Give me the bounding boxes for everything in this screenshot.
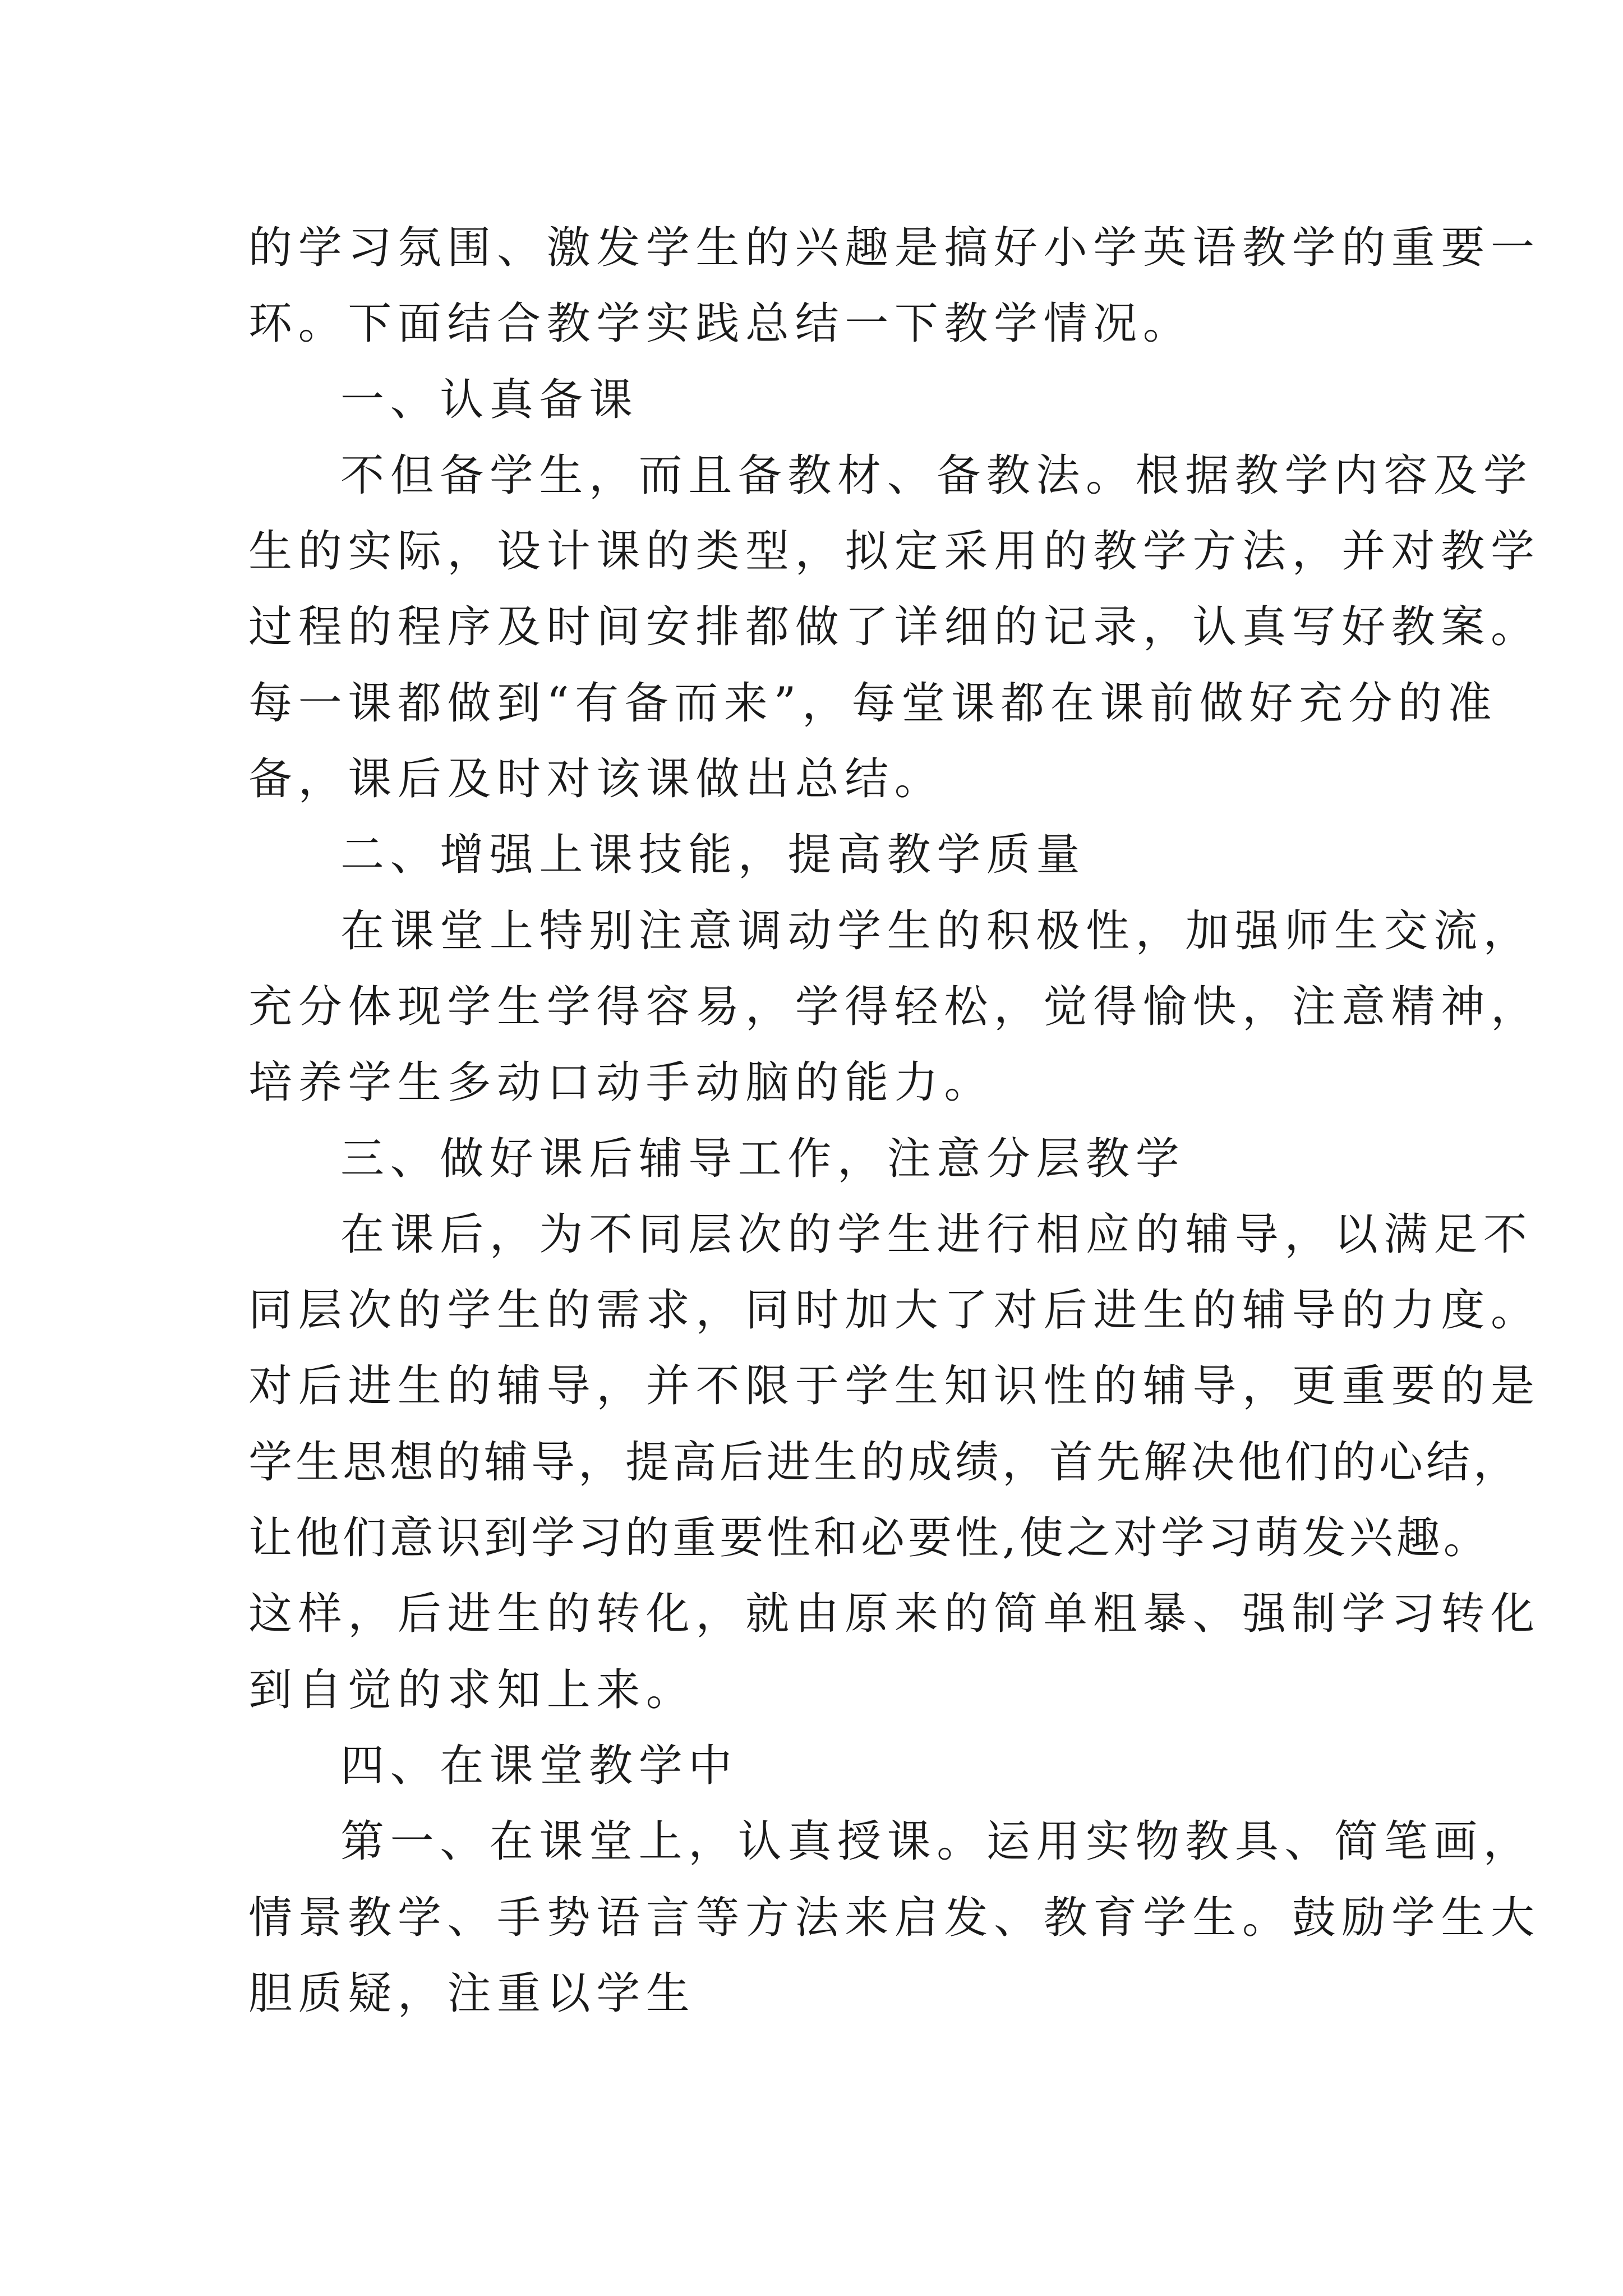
text-line: 让他们意识到学习的重要性和必要性,使之对学习萌发兴趣。 <box>248 1513 1491 1564</box>
document-body <box>248 210 1541 2032</box>
text-line: 到自觉的求知上来。 <box>248 1664 696 1715</box>
text-line: 充分体现学生学得容易，学得轻松，觉得愉快，注意精神， <box>248 981 1541 1032</box>
text-line: 过程的程序及时间安排都做了详细的记录，认真写好教案。 <box>248 602 1541 653</box>
text-line: 在课堂上特别注意调动学生的积极性，加强师生交流， <box>340 905 1533 956</box>
text-line: 同层次的学生的需求，同时加大了对后进生的辅导的力度。 <box>248 1285 1541 1336</box>
text-line: 备，课后及时对该课做出总结。 <box>248 754 944 805</box>
text-line: 第一、在课堂上，认真授课。运用实物教具、简笔画， <box>340 1816 1533 1867</box>
text-line: 生的实际，设计课的类型，拟定采用的教学方法，并对教学 <box>248 526 1541 577</box>
text-line: 不但备学生，而且备教材、备教法。根据教学内容及学 <box>340 450 1533 501</box>
text-line: 胆质疑，注重以学生 <box>248 1968 696 2019</box>
text-line: 对后进生的辅导，并不限于学生知识性的辅导，更重要的是 <box>248 1361 1541 1412</box>
section-heading: 一、认真备课 <box>340 374 639 425</box>
text-line: 这样，后进生的转化，就由原来的简单粗暴、强制学习转化 <box>248 1589 1541 1640</box>
text-line: 学生思想的辅导，提高后进生的成绩，首先解决他们的心结， <box>248 1437 1521 1488</box>
text-line: 每一课都做到“有备而来”，每堂课都在课前做好充分的准 <box>248 678 1498 729</box>
section-heading: 二、增强上课技能，提高教学质量 <box>340 830 1086 881</box>
section-heading: 四、在课堂教学中 <box>340 1740 738 1791</box>
text-line: 的学习氛围、激发学生的兴趣是搞好小学英语教学的重要一 <box>248 223 1541 273</box>
text-line: 在课后，为不同层次的学生进行相应的辅导，以满足不 <box>340 1209 1533 1260</box>
text-line: 情景教学、手势语言等方法来启发、教育学生。鼓励学生大 <box>248 1892 1541 1943</box>
text-line: 环。下面结合教学实践总结一下教学情况。 <box>248 298 1193 349</box>
text-line: 培养学生多动口动手动脑的能力。 <box>248 1057 994 1108</box>
section-heading: 三、做好课后辅导工作，注意分层教学 <box>340 1133 1186 1184</box>
